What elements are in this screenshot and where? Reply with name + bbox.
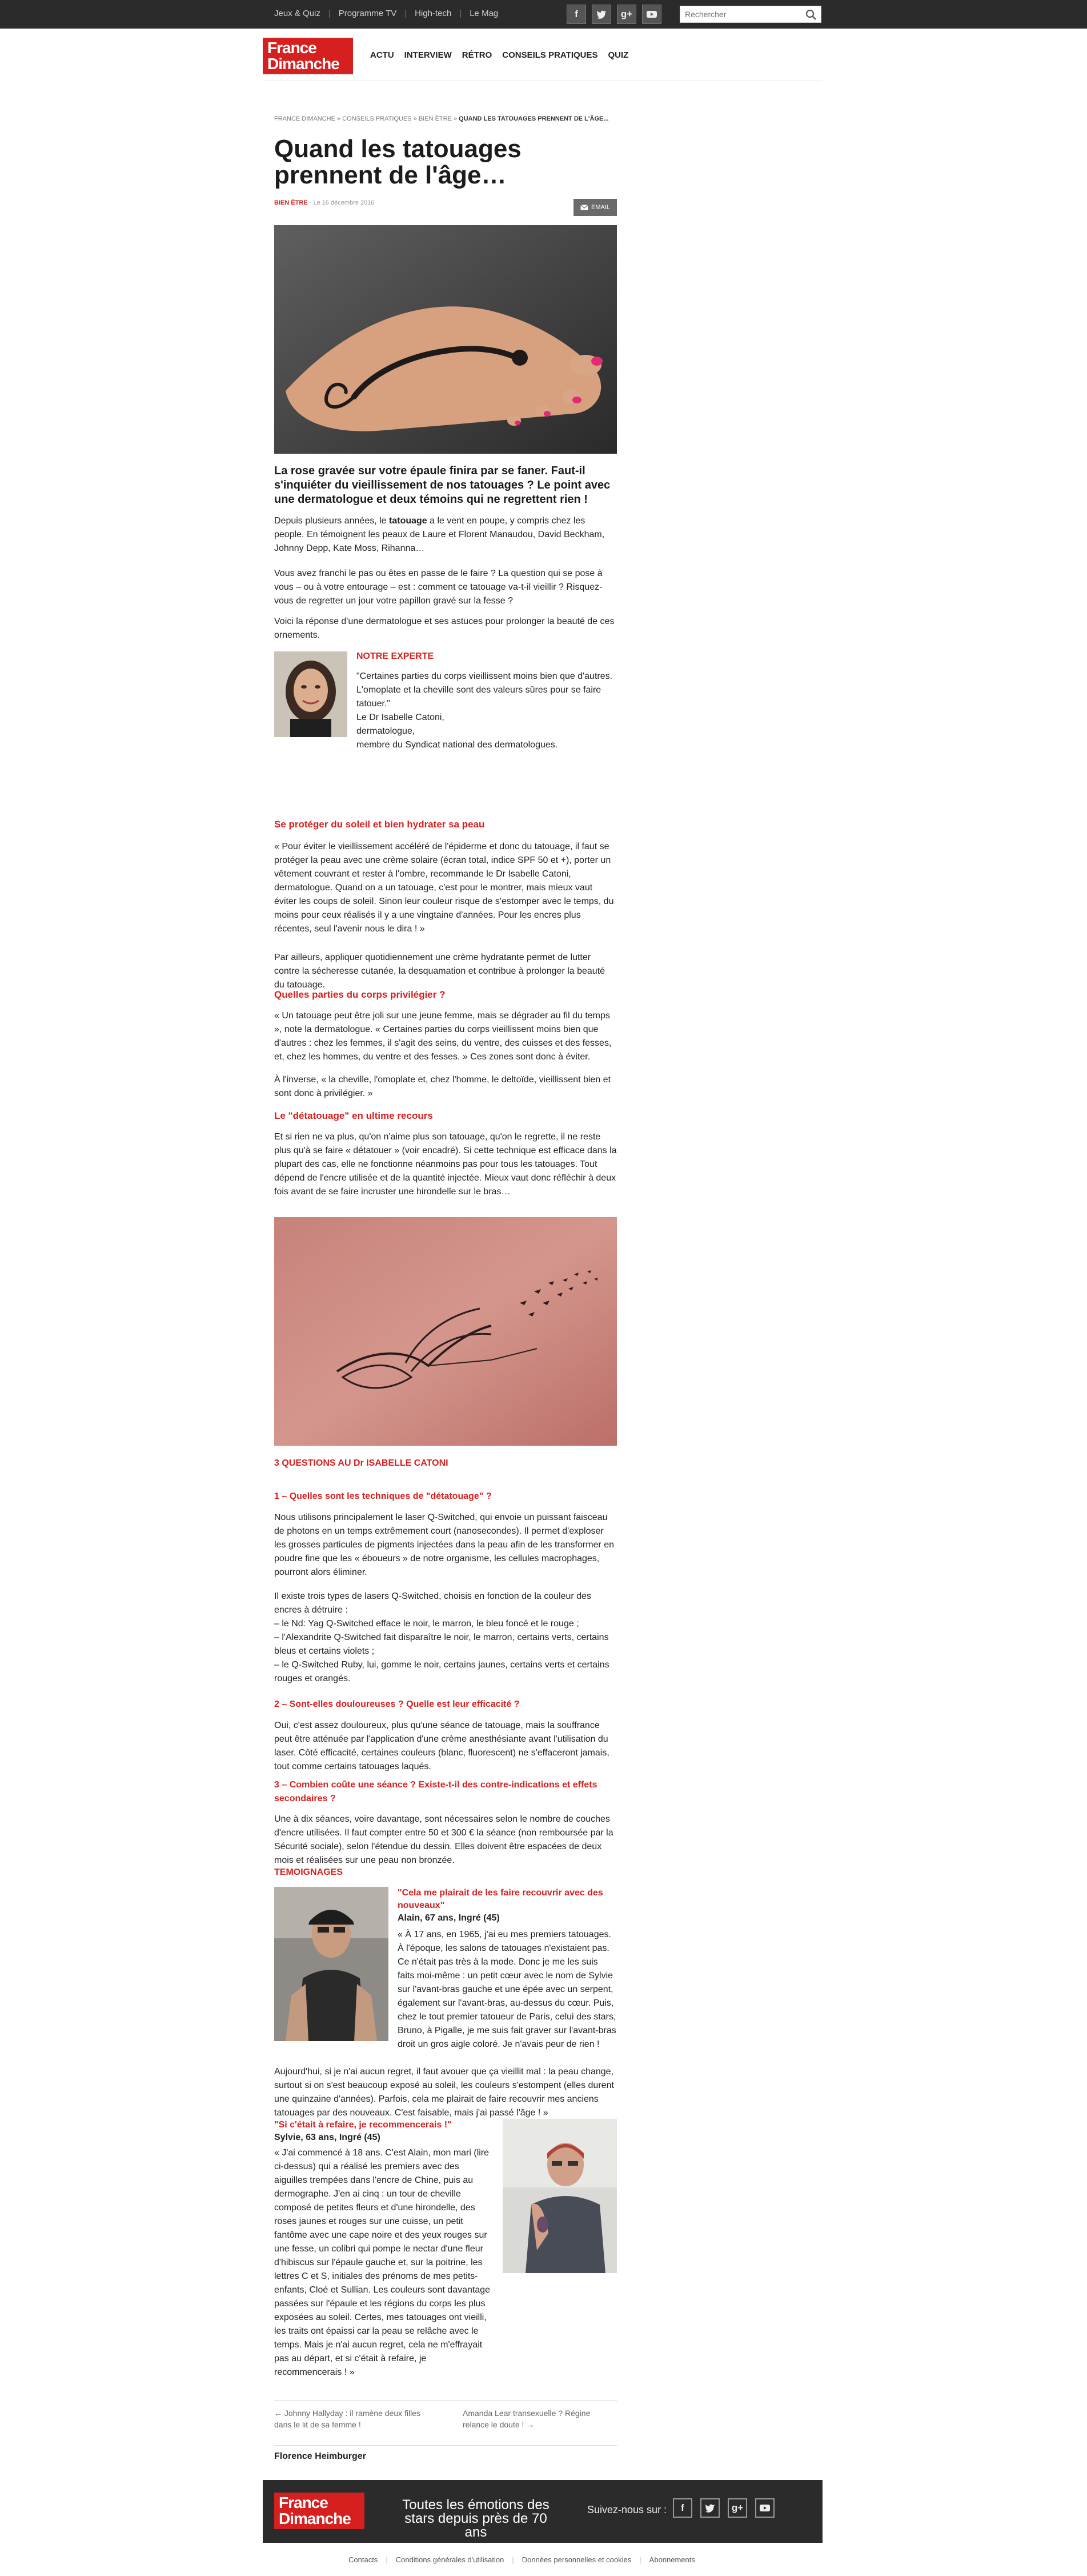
logo-line-2: Dimanche	[267, 55, 339, 73]
legal-link-subscriptions[interactable]: Abonnements	[649, 2555, 695, 2564]
article-category[interactable]: BIEN ÊTRE	[274, 199, 308, 206]
article-date: - Le 16 décembre 2016	[309, 199, 375, 206]
intro-paragraph-3: Voici la réponse d'une dermatologue et ses astuces pour prolonger la beauté de ces ornements.	[274, 617, 615, 640]
intro-text-a: Depuis plusieurs années, le	[274, 516, 390, 526]
main-nav	[370, 50, 628, 60]
site-logo[interactable]	[263, 38, 353, 74]
testimonial-1-text-2: Aujourd'hui, si je n'ai aucun regret, il faut avouer que ça vieillit mal : la peau change, surtout si on s'est beaucoup exposé au soleil, les couleurs s'estompent (elles durent une quinzaine d'années). Parfois, cela me plairait de faire recouvrir mes anciens tatouages par des nouveaux. C'est faisable, mais j'ai passé l'âge ! »	[274, 2067, 614, 2118]
breadcrumb	[274, 115, 609, 122]
top-bar-inner	[263, 0, 823, 29]
back-tattoo-photo	[274, 1217, 617, 1446]
expert-organization: membre du Syndicat national des dermatologues.	[356, 740, 558, 750]
heading-tattoo-removal: Le "détatouage" en ultime recours	[274, 1110, 433, 1121]
divider: |	[328, 9, 331, 18]
footer-logo-line-1: France	[279, 2494, 328, 2511]
top-links	[274, 9, 498, 18]
heading-3-questions: 3 QUESTIONS AU Dr ISABELLE CATONI	[274, 1458, 448, 1468]
answer-1-list-item-2: – l'Alexandrite Q-Switched fait disparaître le noir, le marron, certains verts, certains bleus et certains violets ;	[274, 1633, 609, 1656]
keyword-tatouage[interactable]: tatouage	[389, 516, 427, 526]
question-3: 3 – Combien coûte une séance ? Existe-t-il des contre-indications et effets secondaires ?	[274, 1780, 597, 1803]
intro-text-c: a le vent en poupe, y compris chez les people. En témoignent les peaux de Laure et Florent Manaudou, David Beckham, Johnny Depp, Kate Moss, Rihanna…	[274, 516, 605, 553]
google-plus-icon[interactable]: g+	[728, 2498, 747, 2518]
site-footer	[263, 2480, 823, 2543]
footer-tagline: Toutes les émotions des stars depuis près de 70 ans	[402, 2497, 549, 2540]
answer-1-paragraph-1: Nous utilisons principalement le laser Q-Switched, qui envoie un puissant faisceau de photons en un temps extrêmement court (nanosecondes). Il permet d'exploser les grosses particules de pigments injectées dans la peau afin de les transformer en poudre fine que les « éboueurs » de notre organisme, les cellules macrophages, pourront alors éliminer.	[274, 1513, 614, 1577]
legal-link-contacts[interactable]: Contacts	[348, 2555, 378, 2564]
top-link-programme-tv[interactable]: Programme TV	[338, 9, 397, 18]
expert-quote: "Certaines parties du corps vieillissent moins bien que d'autres. L'omoplate et la cheville sont des valeurs sûres pour se faire tatouer."	[356, 671, 613, 709]
paragraph-parts-1: « Un tatouage peut être joli sur une jeune femme, mais se dégrader au fil du temps », note la dermatologue. « Certaines parties du corps vieillissent moins bien que d'autres : chez les femmes, il s'agit des seins, du ventre, des cuisses et des fesses, et, chez les hommes, du ventre et des fesses. » Ces zones sont donc à éviter.	[274, 1011, 612, 1062]
top-link-le-mag[interactable]: Le Mag	[470, 9, 499, 18]
divider: |	[386, 2555, 388, 2564]
google-plus-icon[interactable]: g+	[617, 5, 636, 24]
answer-2: Oui, c'est assez douloureux, plus qu'une séance de tatouage, mais la souffrance peut être atténuée par l'application d'une crème anesthésiante avant l'utilisation du laser. Côté efficacité, certaines couleurs (blanc, fluorescent) ne s'effaceront jamais, tout comme certains tatouages laqués.	[274, 1721, 609, 1771]
expert-title: NOTRE EXPERTE	[356, 651, 434, 661]
intro-paragraph-2: Vous avez franchi le pas ou êtes en passe de le faire ? La question qui se pose à vous – ou à votre entourage – est : comment ce tatouage va-t-il vieillir ? Risquez-vous de regretter un jour votre papillon gravé sur la fesse ?	[274, 569, 603, 606]
divider: |	[512, 2555, 514, 2564]
testimonial-2-text: « J'ai commencé à 18 ans. C'est Alain, mon mari (lire ci-dessus) qui a réalisé les premiers avec des aiguilles trempées dans l'encre de Chine, puis au dermographe. J'en ai cinq : un tour de cheville composé de petites fleurs et d'une hirondelle, des roses jaunes et rouges sur une cuisse, un petit fantôme avec une cape noire et des yeux rouges sur une fesse, un colibri qui pompe le nectar d'une fleur d'hibiscus sur l'épaule gauche et, sur la poitrine, les lettres C et S, initiales des prénoms de mes petits-enfants, Cloé et Sullian. Les couleurs sont davantage passées sur l'épaule et les régions du corps les plus exposées au soleil. Certes, mes tatouages ont vieilli, les traits ont épaissi car la peau se relâche avec le temps. Mais je n'ai aucun regret, cela ne m'effrayait pas au départ, et si c'était à refaire, je recommencerais ! »	[274, 2148, 491, 2377]
article-meta	[274, 199, 377, 207]
intro-paragraph-1	[274, 514, 617, 555]
social-links-top	[567, 5, 661, 24]
site-header	[263, 29, 823, 81]
social-links-footer	[673, 2498, 775, 2518]
expert-text	[356, 670, 617, 752]
paragraph-sun-2: Par ailleurs, appliquer quotidiennement une crème hydratante permet de lutter contre la sécheresse cutanée, la desquamation et contribue à prolonger la beauté du tatouage.	[274, 953, 605, 990]
answer-1-list-item-3: – le Q-Switched Ruby, lui, gomme le noir, certains jaunes, certains verts et certains rouges et orangés.	[274, 1660, 609, 1683]
facebook-icon[interactable]: f	[567, 5, 586, 24]
article-lead: La rose gravée sur votre épaule finira par se faner. Faut-il s'inquiéter du vieillissement de nos tatouages ? Le point avec une dermatologue et deux témoins qui ne regrettent rien !	[274, 465, 611, 506]
divider: |	[459, 9, 462, 18]
legal-link-cgu[interactable]: Conditions générales d'utilisation	[395, 2555, 504, 2564]
divider: |	[404, 9, 407, 18]
youtube-icon[interactable]	[755, 2498, 775, 2518]
answer-1-list-item-1: – le Nd: Yag Q-Switched efface le noir, le marron, le bleu foncé et le rouge ;	[274, 1619, 579, 1629]
prev-next-nav	[274, 2400, 617, 2446]
search-input[interactable]	[680, 6, 800, 22]
divider: |	[639, 2555, 641, 2564]
youtube-icon[interactable]	[642, 5, 661, 24]
answer-1-paragraph-2	[274, 1590, 617, 1686]
envelope-icon	[580, 205, 588, 210]
paragraph-tattoo-removal: Et si rien ne va plus, qu'on n'aime plus son tatouage, qu'on le regrette, il ne reste plus qu'à se faire « détatouer » (voir encadré). Si cette technique est efficace dans la plupart des cas, elle ne fonctionne néanmoins pas pour tous les tatouages. Tout dépend de l'encre utilisée et de la quantité injectée. Mieux vaut donc réfléchir à deux fois avant de se faire incruster une hirondelle sur le bras…	[274, 1132, 617, 1197]
footer-logo[interactable]	[274, 2493, 364, 2529]
expert-role: dermatologue,	[356, 726, 415, 736]
email-button-label: EMAIL	[591, 204, 610, 211]
previous-article-link[interactable]: ← Johnny Hallyday : il ramène deux filles dans le lit de sa femme !	[274, 2409, 421, 2429]
question-1: 1 – Quelles sont les techniques de "détatouage" ?	[274, 1491, 492, 1501]
top-bar	[0, 0, 1087, 29]
twitter-icon[interactable]	[592, 5, 611, 24]
alain-photo	[274, 1887, 388, 2041]
search-box	[680, 6, 821, 23]
testimonial-2-name: Sylvie, 63 ans, Ingré (45)	[274, 2133, 380, 2142]
answer-3: Une à dix séances, voire davantage, sont nécessaires selon le nombre de couches d'encre utilisées. Il faut compter entre 50 et 300 € la séance (non remboursée par la Sécurité sociale), selon l'étendue du dessin. Elles doivent être espacées de deux mois et réalisées sur une peau non bronzée.	[274, 1814, 613, 1865]
search-icon[interactable]	[805, 9, 817, 21]
top-link-jeux[interactable]: Jeux & Quiz	[274, 9, 320, 18]
sylvie-photo	[503, 2119, 617, 2273]
facebook-icon[interactable]: f	[673, 2498, 692, 2518]
nav-item-retro[interactable]: RÉTRO	[462, 50, 492, 60]
legal-links	[348, 2555, 695, 2564]
nav-item-interview[interactable]: INTERVIEW	[404, 50, 452, 60]
heading-body-parts: Quelles parties du corps privilégier ?	[274, 989, 446, 1000]
article-title: Quand les tatouages prennent de l'âge…	[274, 135, 522, 189]
next-article-link[interactable]: Amanda Lear transexuelle ? Régine relance le doute ! →	[463, 2409, 591, 2429]
nav-item-actu[interactable]: ACTU	[370, 50, 394, 60]
email-button[interactable]	[573, 199, 617, 216]
testimonial-1-name: Alain, 67 ans, Ingré (45)	[398, 1913, 500, 1923]
expert-name: Le Dr Isabelle Catoni,	[356, 713, 444, 722]
paragraph-parts-2: À l'inverse, « la cheville, l'omoplate et, chez l'homme, le deltoïde, vieillissent bien et sont donc à privilégier. »	[274, 1075, 611, 1098]
follow-us-label: Suivez-nous sur :	[587, 2504, 667, 2515]
article-author: Florence Heimburger	[274, 2451, 366, 2461]
heading-sun-protection: Se protéger du soleil et bien hydrater sa peau	[274, 819, 485, 830]
answer-1-intro: Il existe trois types de lasers Q-Switched, choisis en fonction de la couleur des encres à détruire :	[274, 1591, 591, 1615]
testimonial-1-title: "Cela me plairait de les faire recouvrir avec des nouveaux"	[398, 1888, 603, 1910]
expert-photo	[274, 651, 347, 737]
nav-item-quiz[interactable]: QUIZ	[608, 50, 629, 60]
breadcrumb-path[interactable]: FRANCE DIMANCHE » CONSEILS PRATIQUES » BIEN ÊTRE »	[274, 115, 458, 122]
testimonial-1-text: « À 17 ans, en 1965, j'ai eu mes premiers tatouages. À l'époque, les salons de tatouages n'existaient pas. Ce n'était pas très à la mode. Donc je me les suis faits moi-même : un petit cœur avec le nom de Sylvie sur l'avant-bras gauche et une épée avec un serpent, également sur l'avant-bras, au-dessus du cœur. Puis, chez le tout premier tatoueur de Paris, celui des stars, Bruno, à Pigalle, je me suis fait graver sur l'avant-bras droit un gros aigle coloré. Je n'avais peur de rien !	[398, 1930, 616, 2049]
nav-item-conseils-pratiques[interactable]: CONSEILS PRATIQUES	[502, 50, 598, 60]
twitter-icon[interactable]	[700, 2498, 720, 2518]
question-2: 2 – Sont-elles douloureuses ? Quelle est leur efficacité ?	[274, 1699, 520, 1709]
top-link-high-tech[interactable]: High-tech	[415, 9, 452, 18]
testimonial-2-title: "Si c'était à refaire, je recommencerais !"	[274, 2120, 452, 2130]
legal-link-privacy[interactable]: Données personnelles et cookies	[522, 2555, 632, 2564]
footer-logo-line-2: Dimanche	[279, 2510, 351, 2527]
breadcrumb-current: QUAND LES TATOUAGES PRENNENT DE L'ÂGE...	[459, 115, 609, 122]
logo-line-1: France	[267, 39, 316, 57]
heading-testimonials: TEMOIGNAGES	[274, 1867, 343, 1877]
article-main-photo	[274, 225, 617, 454]
paragraph-sun-1: « Pour éviter le vieillissement accéléré de l'épiderme et donc du tatouage, il faut se protéger la peau avec une crème solaire (écran total, indice SPF 50 et +), porter un vêtement couvrant et rester à l'ombre, recommande le Dr Isabelle Catoni, dermatologue. Quand on a un tatouage, c'est pour le montrer, mais mieux vaut éviter les coups de soleil. Sinon leur couleur risque de s'estomper avec le temps, du moins pour ceux réalisés il y a une vingtaine d'années. Pour les encres plus récentes, seul l'avenir nous le dira ! »	[274, 842, 614, 934]
